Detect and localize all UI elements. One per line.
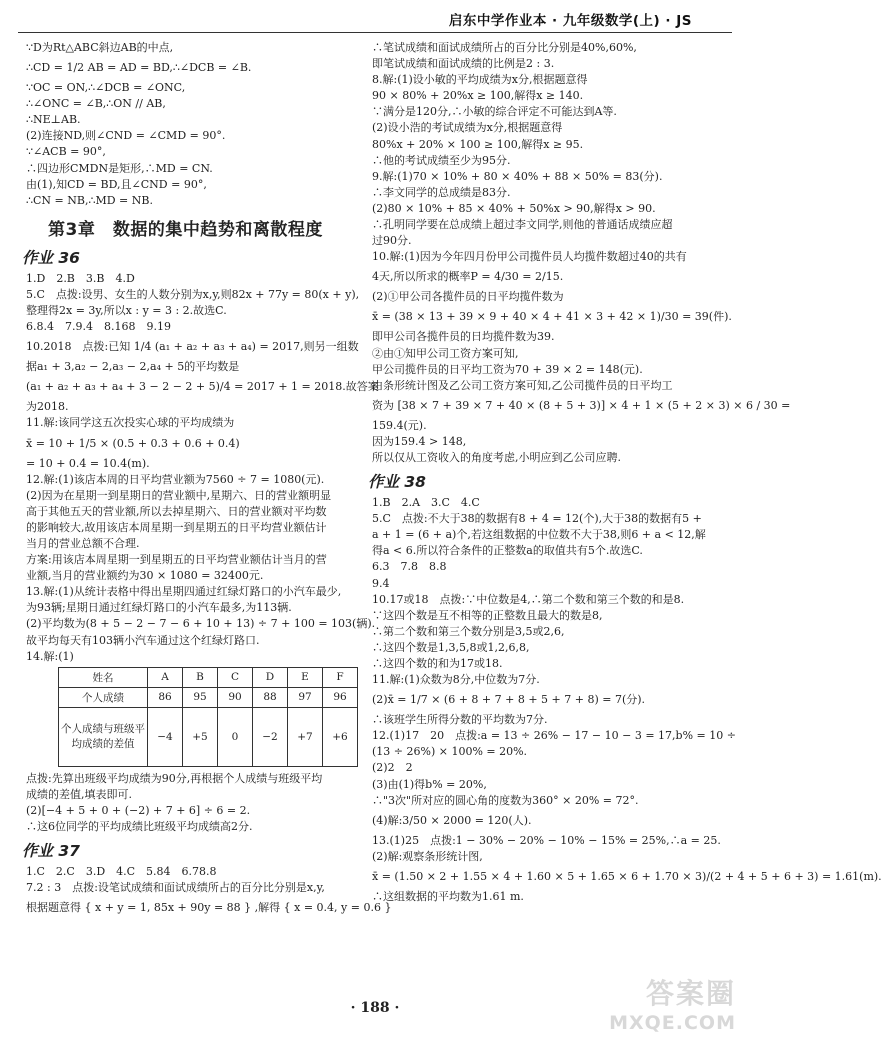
table-cell: 0 — [218, 707, 253, 766]
section-title-38: 作业 38 — [368, 473, 426, 492]
text-line: ∴四边形CMDN是矩形,∴MD = CN. — [26, 161, 213, 175]
text-line: 1.C 2.C 3.D 4.C 5.84 6.78.8 — [26, 865, 217, 879]
table-cell: −2 — [253, 707, 288, 766]
text-line: 点拨:先算出班级平均成绩为90分,再根据个人成绩与班级平均 — [26, 771, 323, 785]
solution-lines-36 — [26, 271, 378, 649]
table-header-row — [59, 667, 358, 687]
table-cell: 86 — [148, 687, 183, 707]
text-line: (2)连接ND,则∠CND = ∠CMD = 90°. — [26, 129, 226, 143]
text-line: 159.4(元). — [372, 418, 427, 432]
text-line: 为93辆;星期日通过红绿灯路口的小汽车最多,为113辆. — [26, 601, 292, 615]
text-line: 1.D 2.B 3.B 4.D — [26, 271, 135, 285]
text-line: ∴NE⊥AB. — [26, 113, 81, 127]
text-line: 6.8.4 7.9.4 8.168 9.19 — [26, 320, 171, 334]
text-line: ∴"3次"所对应的圆心角的度数为360° × 20% = 72°. — [372, 793, 639, 807]
text-line: (2)2 2 — [372, 761, 413, 775]
text-line: (3)由(1)得b% = 20%, — [372, 777, 487, 791]
text-line: (2)①甲公司各揽件员的日平均揽件数为 — [372, 290, 564, 304]
text-line: 5.C 点拨:设男、女生的人数分别为x,y,则82x + 77y = 80(x + y), — [26, 287, 360, 301]
text-line: 即笔试成绩和面试成绩的比例是2 : 3. — [372, 57, 555, 71]
solution-lines-right-a — [372, 40, 791, 466]
text-line: = 10 + 0.4 = 10.4(m). — [26, 456, 150, 470]
solution-lines-after-table — [26, 771, 378, 835]
text-line: ∴笔试成绩和面试成绩所占的百分比分别是40%,60%, — [372, 41, 637, 54]
text-line: (a₁ + a₂ + a₃ + a₄ + 3 − 2 − 2 + 5)/4 = 2017 + 1 = 2018.故答案 — [26, 380, 379, 394]
text-line: 11.解:该同学这五次投实心球的平均成绩为 — [26, 416, 235, 430]
text-line: 80%x + 20% × 100 ≥ 100,解得x ≥ 95. — [372, 137, 584, 151]
table-cell: C — [218, 667, 253, 687]
table-cell: 88 — [253, 687, 288, 707]
page-number: · 188 · — [350, 1000, 400, 1016]
text-line: 13.(1)25 点拨:1 − 30% − 20% − 10% − 15% = 25%,∴a = 25. — [372, 833, 721, 847]
text-line: ∵D为Rt△ABC斜边AB的中点, — [26, 41, 174, 54]
header-rule — [18, 32, 732, 33]
text-line: (2)80 × 10% + 85 × 40% + 50%x > 90,解得x > 90. — [372, 201, 656, 215]
table-cell: −4 — [148, 707, 183, 766]
text-line: a + 1 = (6 + a)个,若这组数据的中位数不大于38,则6 + a < 12,解 — [372, 528, 706, 542]
chapter-title: 第3章 数据的集中趋势和离散程度 — [48, 219, 323, 240]
right-column — [368, 40, 882, 905]
score-table — [58, 667, 358, 767]
text-line: ∴这组数据的平均数为1.61 m. — [372, 889, 524, 903]
text-line: 12.(1)17 20 点拨:a = 13 ÷ 26% − 17 − 10 − 3 = 17,b% = 10 ÷ — [372, 729, 736, 743]
watermark — [609, 972, 736, 1034]
table-cell: +7 — [288, 707, 323, 766]
table-cell: A — [148, 667, 183, 687]
text-line: 11.解:(1)众数为8分,中位数为7分. — [372, 673, 540, 687]
table-cell: +6 — [323, 707, 358, 766]
text-line: 方案:用该店本周星期一到星期五的日平均营业额估计当月的营 — [26, 553, 327, 567]
table-row-score — [59, 687, 358, 707]
text-line: ∴第二个数和第三个数分别是3,5或2,6, — [372, 624, 565, 638]
text-line: 4天,所以所求的概率P = 4/30 = 2/15. — [372, 270, 564, 284]
text-line: 资为 [38 × 7 + 39 × 7 + 40 × (8 + 5 + 3)] × 4 + 1 × (5 + 2 × 3) × 6 / 30 = — [372, 398, 791, 412]
text-line: 9.4 — [372, 576, 390, 590]
table-cell: 90 — [218, 687, 253, 707]
solution-lines-37 — [26, 864, 392, 920]
text-line: 成绩的差值,填表即可. — [26, 787, 132, 801]
text-line: ∴这四个数的和为17或18. — [372, 657, 503, 670]
book-title: 启东中学作业本 · 九年级数学(上) · JS — [448, 13, 692, 29]
text-line: (13 ÷ 26%) × 100% = 20%. — [372, 745, 528, 759]
text-line: 因为159.4 > 148, — [372, 434, 467, 448]
text-line: ∵OC = ON,∴∠DCB = ∠ONC, — [26, 81, 186, 95]
watermark-url: MXQE.COM — [609, 1012, 736, 1034]
text-line: ∴∠ONC = ∠B,∴ON // AB, — [26, 97, 166, 111]
text-line: 的影响较大,故用该店本周星期一到星期五的日平均营业额估计 — [26, 520, 327, 534]
text-line: (2)[−4 + 5 + 0 + (−2) + 7 + 6] ÷ 6 = 2. — [26, 803, 251, 817]
text-line: x̄ = (1.50 × 2 + 1.55 × 4 + 1.60 × 5 + 1.65 × 6 + 1.70 × 3)/(2 + 4 + 5 + 6 + 3) = 1.61(m). — [372, 869, 882, 883]
text-line: 即甲公司各揽件员的日均揽件数为39. — [372, 330, 555, 344]
text-line: ∴这四个数是1,3,5,8或1,2,6,8, — [372, 640, 530, 654]
table-cell: F — [323, 667, 358, 687]
text-line: ∴孔明同学要在总成绩上超过李文同学,则他的普通话成绩应超 — [372, 218, 673, 232]
table-cell: +5 — [183, 707, 218, 766]
text-line: ∴他的考试成绩至少为95分. — [372, 153, 511, 167]
text-line: 9.解:(1)70 × 10% + 80 × 40% + 88 × 50% = 83(分). — [372, 169, 663, 183]
text-line: x̄ = (38 × 13 + 39 × 9 + 40 × 4 + 41 × 3 + 42 × 1)/30 = 39(件). — [372, 310, 732, 324]
text-line: ∴CN = NB,∴MD = NB. — [26, 193, 153, 207]
table-row-diff — [59, 707, 358, 766]
section-title-36: 作业 36 — [22, 248, 80, 267]
table-cell: E — [288, 667, 323, 687]
text-line: ∵满分是120分,∴小敏的综合评定不可能达到A等. — [372, 105, 617, 119]
text-line: 甲公司揽件员的日平均工资为70 + 39 × 2 = 148(元). — [372, 362, 643, 376]
text-line: (2)设小浩的考试成绩为x分,根据题意得 — [372, 121, 563, 135]
solution-lines-right-b — [372, 495, 882, 905]
text-line: 由条形统计图及乙公司工资方案可知,乙公司揽件员的日平均工 — [372, 378, 673, 392]
text-line: ∵这四个数是互不相等的正整数且最大的数是8, — [372, 608, 603, 622]
watermark-text: 答案圈 — [645, 977, 736, 1010]
text-line: (2)因为在星期一到星期日的营业额中,星期六、日的营业额明显 — [26, 488, 332, 502]
text-line: 由(1),知CD = BD,且∠CND = 90°, — [26, 177, 207, 191]
text-line: ∴该班学生所得分数的平均数为7分. — [372, 713, 548, 727]
q14-label: 14.解:(1) — [26, 649, 74, 663]
text-line: ∵∠ACB = 90°, — [26, 145, 106, 159]
text-line: 整理得2x = 3y,所以x : y = 3 : 2.故选C. — [26, 304, 227, 318]
text-line: 10.17或18 点拨:∵中位数是4,∴第二个数和第三个数的和是8. — [372, 592, 685, 606]
table-cell: B — [183, 667, 218, 687]
text-line: 12.解:(1)该店本周的日平均营业额为7560 ÷ 7 = 1080(元). — [26, 472, 325, 486]
text-line: 高于其他五天的营业额,所以去掉星期六、日的营业额对平均数 — [26, 504, 327, 518]
text-line: (2)x̄ = 1/7 × (6 + 8 + 7 + 8 + 5 + 7 + 8) = 7(分). — [372, 693, 646, 707]
text-line: 7.2 : 3 点拨:设笔试成绩和面试成绩所占的百分比分别是x,y, — [26, 881, 325, 895]
text-line: (2)平均数为(8 + 5 − 2 − 7 − 6 + 10 + 13) ÷ 7 + 100 = 103(辆). — [26, 617, 376, 631]
text-line: 10.2018 点拨:已知 1/4 (a₁ + a₂ + a₃ + a₄) = 2017,则另一组数 — [26, 340, 359, 354]
text-line: ∴李文同学的总成绩是83分. — [372, 185, 511, 199]
text-line: 90 × 80% + 20%x ≥ 100,解得x ≥ 140. — [372, 89, 584, 103]
text-line: 根据题意得 { x + y = 1, 85x + 90y = 88 } ,解得 { x = 0.4, y = 0.6 } — [26, 901, 392, 915]
text-line: 6.3 7.8 8.8 — [372, 560, 447, 574]
text-line: 业额,当月的营业额约为30 × 1080 = 32400元. — [26, 569, 264, 583]
text-line: (2)解:观察条形统计图, — [372, 849, 483, 863]
text-line: 据a₁ + 3,a₂ − 2,a₃ − 2,a₄ + 5的平均数是 — [26, 360, 240, 374]
text-line: ∴这6位同学的平均成绩比班级平均成绩高2分. — [26, 820, 253, 833]
text-line: 1.B 2.A 3.C 4.C — [372, 496, 480, 510]
table-row-header: 个人成绩 — [59, 687, 148, 707]
text-line: 为2018. — [26, 400, 69, 414]
text-line: 故平均每天有103辆小汽车通过这个红绿灯路口. — [26, 633, 260, 647]
text-line: (4)解:3/50 × 2000 = 120(人). — [372, 813, 532, 827]
text-line: 5.C 点拨:不大于38的数据有8 + 4 = 12(个),大于38的数据有5 + — [372, 512, 702, 526]
text-line: 10.解:(1)因为今年四月份甲公司揽件员人均揽件数超过40的共有 — [372, 250, 687, 264]
text-line: ∴CD = 1/2 AB = AD = BD,∴∠DCB = ∠B. — [26, 61, 252, 75]
solution-lines-top — [26, 40, 378, 209]
text-line: 得a < 6.所以符合条件的正整数a的取值共有5个.故选C. — [372, 544, 643, 558]
text-line: ②由①知甲公司工资方案可知, — [372, 346, 519, 360]
text-line: 过90分. — [372, 234, 412, 248]
table-cell: 95 — [183, 687, 218, 707]
table-row-header: 姓名 — [59, 667, 148, 687]
table-cell: 96 — [323, 687, 358, 707]
text-line: 8.解:(1)设小敏的平均成绩为x分,根据题意得 — [372, 73, 588, 87]
section-title-37: 作业 37 — [22, 842, 80, 861]
text-line: 当月的营业总额不合理. — [26, 536, 140, 550]
table-cell: D — [253, 667, 288, 687]
table-cell: 97 — [288, 687, 323, 707]
page-header — [0, 0, 750, 36]
text-line: x̄ = 10 + 1/5 × (0.5 + 0.3 + 0.6 + 0.4) — [26, 436, 240, 450]
text-line: 所以仅从工资收入的角度考虑,小明应到乙公司应聘. — [372, 450, 621, 464]
text-line: 13.解:(1)从统计表格中得出星期四通过红绿灯路口的小汽车最少, — [26, 585, 342, 599]
table-row-header: 个人成绩与班级平均成绩的差值 — [59, 707, 148, 766]
